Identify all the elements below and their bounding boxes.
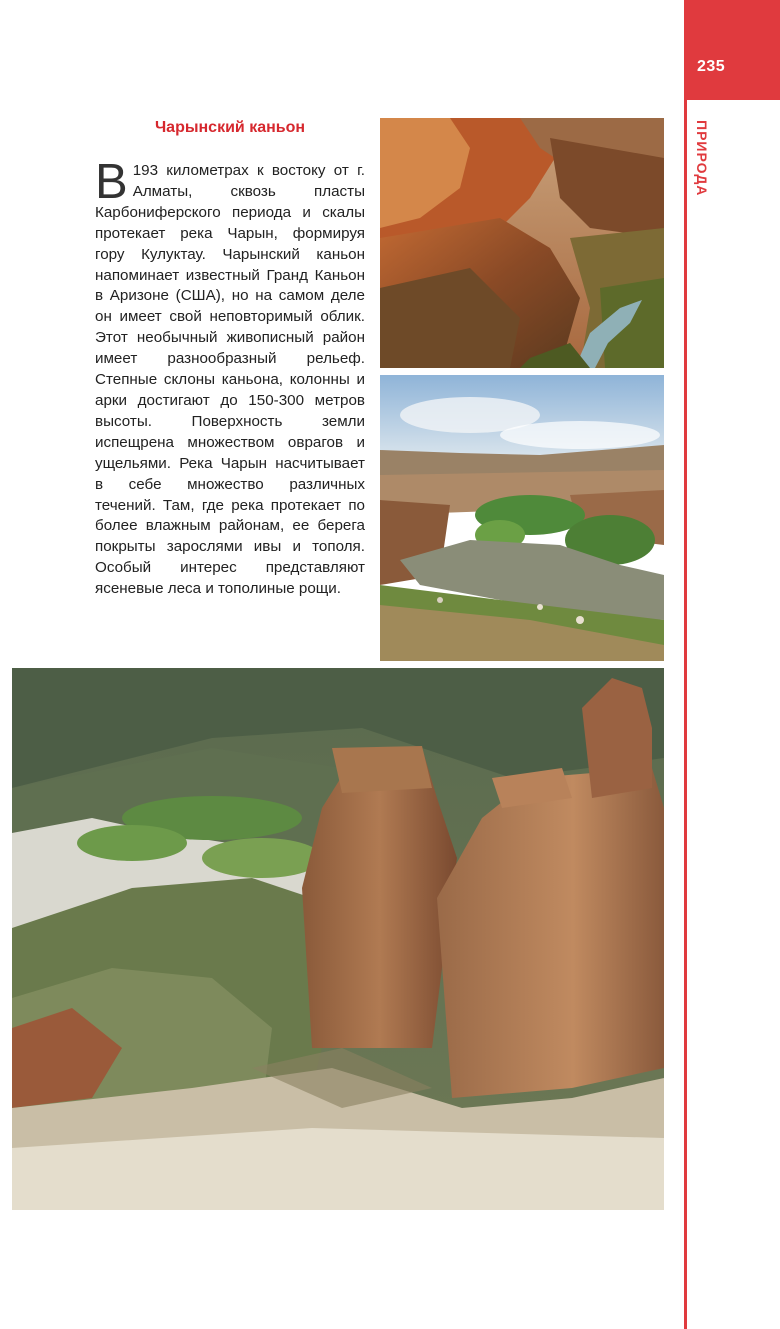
page-number-tab bbox=[684, 0, 780, 100]
article-title: Чарынский каньон bbox=[154, 119, 306, 136]
rock-formations-photo bbox=[12, 668, 664, 1210]
article-body-text: 193 километрах к востоку от г. Алматы, сквозь пласты Карбониферского периода и скалы протекает река Чарын, формируя гору Кулуктау. Чарынский каньон напоминает известный Гранд Каньон в Аризоне (США), но на самом деле он имеет свой неповторимый облик. Этот необычный живописный район имеет разнообразный рельеф. Степные склоны каньона, колонны и арки достигают до 150-300 метров высоты. Поверхность земли испещрена множеством оврагов и ущельями. Река Чарын насчитывает в себе множество различных течений. Там, где река протекает по более влажным районам, ее берега покрыты зарослями ивы и тополя. Особый интерес представляют ясеневые леса и тополиные рощи. bbox=[95, 162, 365, 598]
page-number: 235 bbox=[697, 58, 726, 75]
river-valley-photo bbox=[380, 375, 664, 661]
sidebar-accent-line bbox=[684, 0, 687, 1329]
article-body bbox=[95, 155, 365, 600]
section-label: ПРИРОДА bbox=[694, 120, 710, 197]
dropcap-letter: В bbox=[95, 155, 128, 209]
canyon-river-photo bbox=[380, 118, 664, 368]
